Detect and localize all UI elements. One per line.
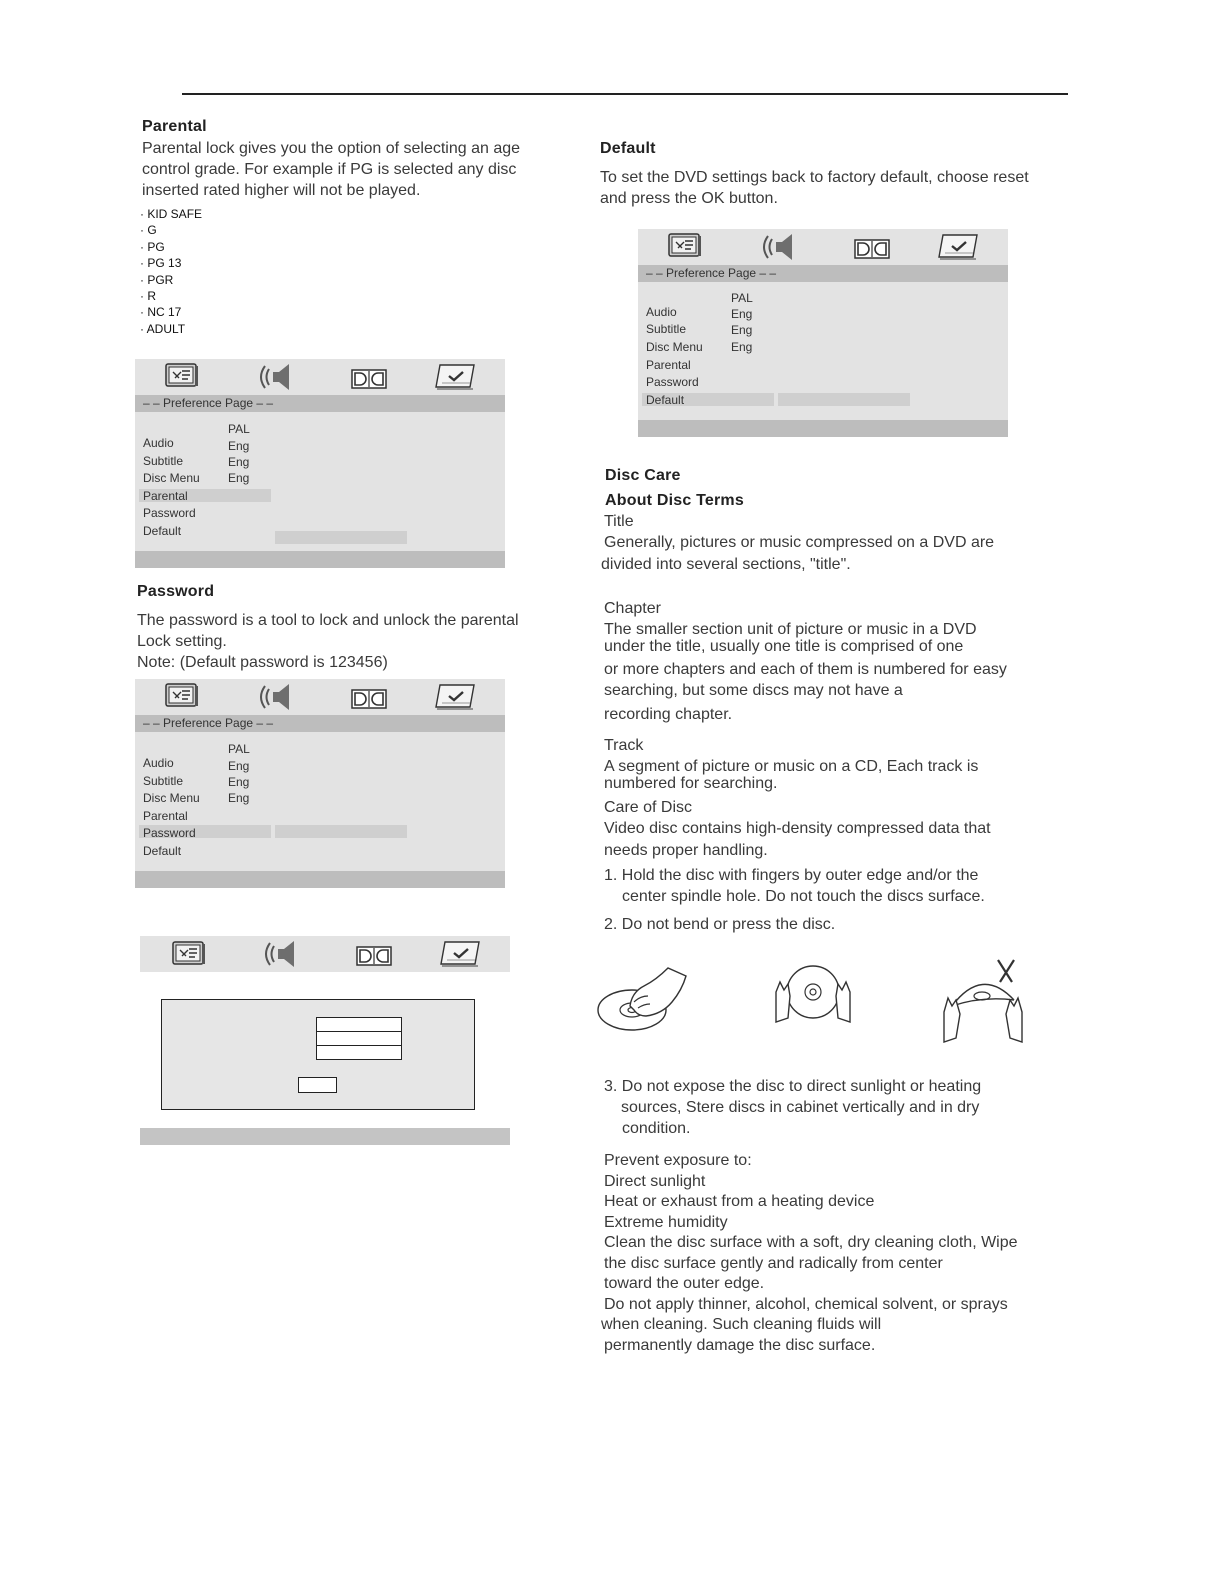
speaker-icon[interactable]	[264, 940, 300, 968]
osd-footer	[135, 551, 505, 568]
menu-item-audio[interactable]: Audio	[143, 756, 174, 770]
text-line: 1. Hold the disc with fingers by outer edge and/or the	[604, 867, 979, 884]
text-line: searching, but some discs may not have a	[604, 682, 903, 699]
menu-item-audio[interactable]: Audio	[646, 305, 677, 319]
text-line: The smaller section unit of picture or music in a DVD	[604, 621, 977, 638]
text-line: Video disc contains high-density compressed data that	[604, 820, 991, 837]
text-line: permanently damage the disc surface.	[604, 1336, 876, 1354]
settings-icon[interactable]	[668, 233, 702, 259]
text-line: Clean the disc surface with a soft, dry cleaning cloth, Wipe	[604, 1234, 1018, 1251]
text-line: Direct sunlight	[604, 1172, 706, 1190]
text-line: Generally, pictures or music compressed on a DVD are	[604, 534, 995, 551]
default-heading: Default	[600, 140, 656, 157]
menu-item-subtitle[interactable]: Subtitle	[143, 454, 184, 468]
password-heading: Password	[137, 583, 215, 600]
menu-item-password[interactable]: Password	[143, 506, 196, 520]
osd-default-screen	[638, 229, 1008, 437]
menu-item-default[interactable]: Default	[143, 524, 182, 538]
care-step-3	[604, 1076, 981, 1139]
term-label: Care of Disc	[604, 799, 693, 816]
preference-icon[interactable]	[938, 233, 980, 261]
rating-item: · ADULT	[140, 321, 202, 337]
osd-icon-bar	[135, 679, 505, 713]
prevent-exposure-section	[601, 1151, 1018, 1356]
text-line: sources, Stere discs in cabinet vertically and in dry	[621, 1099, 980, 1116]
default-description	[600, 167, 1029, 209]
text-line: Extreme humidity	[604, 1213, 728, 1231]
parental-heading: Parental	[142, 118, 207, 135]
disc-terms-heading: About Disc Terms	[605, 492, 744, 509]
disc-menu-value: Eng	[228, 471, 250, 485]
tv-value: PAL	[228, 742, 250, 756]
password-description	[137, 610, 519, 673]
password-input-old[interactable]	[316, 1017, 402, 1032]
password-dialog	[161, 999, 475, 1110]
dolby-icon[interactable]	[351, 689, 387, 709]
speaker-icon[interactable]	[259, 683, 295, 711]
osd-password-screen	[135, 679, 505, 888]
subtitle-value: Eng	[731, 323, 753, 337]
text-line: A segment of picture or music on a CD, Each track is	[604, 758, 979, 775]
menu-item-parental[interactable]: Parental	[646, 358, 691, 372]
osd-icon-bar	[638, 229, 1008, 263]
tv-value: PAL	[228, 422, 250, 436]
text-line: needs proper handling.	[604, 842, 768, 859]
text-line: 3. Do not expose the disc to direct sunlight or heating	[604, 1078, 982, 1095]
menu-item-password[interactable]: Password	[646, 375, 699, 389]
text-line: center spindle hole. Do not touch the discs surface.	[622, 888, 985, 905]
menu-item-default[interactable]: Default	[646, 393, 685, 407]
settings-icon[interactable]	[165, 683, 199, 709]
audio-value: Eng	[228, 439, 250, 453]
ok-button[interactable]	[298, 1077, 337, 1093]
text-line: The password is a tool to lock and unlock the parental	[137, 612, 519, 629]
rating-item: · PG 13	[140, 255, 202, 271]
osd-title-bar: – – Preference Page – –	[135, 395, 505, 412]
text-line: Prevent exposure to:	[604, 1152, 752, 1169]
preference-icon[interactable]	[440, 940, 482, 968]
disc-care-heading: Disc Care	[605, 467, 681, 484]
audio-value: Eng	[228, 759, 250, 773]
track-term-section	[604, 735, 978, 794]
text-line: condition.	[622, 1120, 691, 1137]
rating-item: · R	[140, 288, 202, 304]
rating-item: · PGR	[140, 272, 202, 288]
submenu-highlight	[275, 825, 407, 838]
disc-menu-value: Eng	[228, 791, 250, 805]
text-line: Parental lock gives you the option of selecting an age	[142, 140, 521, 157]
text-line: and press the OK button.	[600, 190, 778, 207]
text-line: recording chapter.	[604, 706, 733, 723]
osd-title-bar: – – Preference Page – –	[638, 265, 1008, 282]
rating-item: · PG	[140, 239, 202, 255]
text-line: toward the outer edge.	[604, 1275, 765, 1292]
menu-item-parental[interactable]: Parental	[143, 809, 188, 823]
audio-value: Eng	[731, 307, 753, 321]
preference-icon[interactable]	[435, 363, 477, 391]
rating-list	[140, 206, 202, 337]
hold-disc-illustration	[596, 962, 692, 1034]
text-line: Heat or exhaust from a heating device	[604, 1193, 875, 1210]
submenu-highlight	[275, 531, 407, 544]
text-line: the disc surface gently and radically from center	[604, 1254, 943, 1272]
subtitle-value: Eng	[228, 455, 250, 469]
menu-item-password[interactable]: Password	[143, 826, 196, 840]
term-label: Title	[604, 513, 634, 530]
disc-menu-value: Eng	[731, 340, 753, 354]
text-line: numbered for searching.	[604, 775, 778, 792]
dolby-icon[interactable]	[356, 946, 392, 966]
menu-item-disc-menu[interactable]: Disc Menu	[143, 791, 200, 805]
text-line: divided into several sections, "title".	[601, 556, 851, 573]
care-step-1	[604, 865, 985, 907]
menu-item-parental[interactable]: Parental	[143, 489, 188, 503]
subtitle-value: Eng	[228, 775, 250, 789]
parental-description	[142, 138, 520, 201]
text-line: control grade. For example if PG is selected any disc	[142, 161, 517, 178]
top-rule	[182, 93, 1068, 95]
osd-icon-bar	[135, 359, 505, 393]
password-input-confirm[interactable]	[316, 1045, 402, 1060]
menu-item-default[interactable]: Default	[143, 844, 182, 858]
dolby-icon[interactable]	[854, 239, 890, 259]
text-line: or more chapters and each of them is numbered for easy	[604, 661, 1007, 678]
menu-item-disc-menu[interactable]: Disc Menu	[143, 471, 200, 485]
chapter-term-section	[604, 598, 1007, 725]
text-line: Note: (Default password is 123456)	[137, 654, 388, 671]
submenu-highlight	[778, 393, 910, 406]
dolby-icon[interactable]	[351, 369, 387, 389]
rating-item: · NC 17	[140, 304, 202, 320]
care-step-2: 2. Do not bend or press the disc.	[604, 916, 836, 933]
term-label: Chapter	[604, 600, 661, 617]
menu-item-subtitle[interactable]: Subtitle	[646, 322, 687, 336]
do-not-bend-illustration	[938, 956, 1028, 1044]
osd-footer	[135, 871, 505, 888]
osd-title-bar: – – Preference Page – –	[135, 715, 505, 732]
term-label: Track	[604, 737, 644, 754]
title-term-section	[601, 511, 995, 575]
text-line: inserted rated higher will not be played.	[142, 182, 421, 199]
two-hands-disc-illustration	[770, 962, 856, 1034]
rating-item: · G	[140, 222, 202, 238]
preference-icon[interactable]	[435, 683, 477, 711]
osd-dialog-footer	[140, 1128, 510, 1145]
osd-footer	[638, 420, 1008, 437]
tv-value: PAL	[731, 291, 753, 305]
osd-parental-screen	[135, 359, 505, 568]
menu-item-audio[interactable]: Audio	[143, 436, 174, 450]
settings-icon[interactable]	[165, 363, 199, 389]
osd-dialog-icon-bar	[140, 936, 510, 972]
text-line: Do not apply thinner, alcohol, chemical solvent, or sprays	[604, 1295, 1008, 1313]
speaker-icon[interactable]	[762, 233, 798, 261]
care-term-section	[604, 797, 991, 861]
text-line: when cleaning. Such cleaning fluids will	[601, 1316, 882, 1333]
text-line: To set the DVD settings back to factory default, choose reset	[600, 169, 1029, 186]
text-line: under the title, usually one title is comprised of one	[604, 638, 964, 655]
settings-icon[interactable]	[172, 941, 206, 967]
rating-item: · KID SAFE	[140, 206, 202, 222]
menu-item-disc-menu[interactable]: Disc Menu	[646, 340, 703, 354]
password-input-new[interactable]	[316, 1031, 402, 1046]
speaker-icon[interactable]	[259, 363, 295, 391]
menu-item-subtitle[interactable]: Subtitle	[143, 774, 184, 788]
text-line: Lock setting.	[137, 633, 227, 650]
